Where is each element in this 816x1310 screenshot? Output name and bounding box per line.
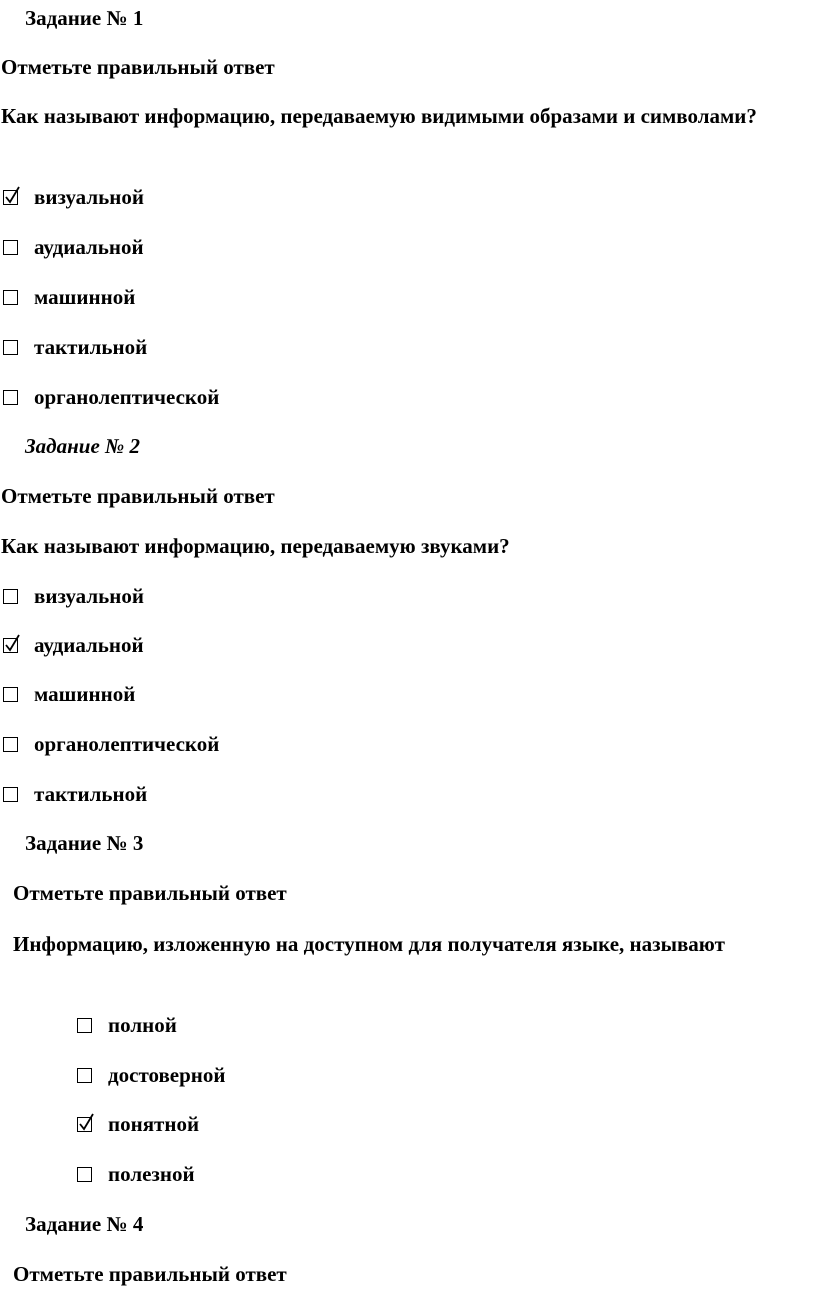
checkbox-icon[interactable] bbox=[77, 1167, 92, 1182]
answer-option[interactable] bbox=[3, 185, 144, 209]
checkbox-checked-icon[interactable] bbox=[3, 190, 18, 205]
checkbox-icon[interactable] bbox=[77, 1018, 92, 1033]
task-instruction: Отметьте правильный ответ bbox=[1, 484, 275, 508]
answer-option[interactable] bbox=[77, 1013, 177, 1037]
option-label: понятной bbox=[108, 1111, 200, 1136]
task-title: Задание № 1 bbox=[25, 6, 144, 30]
option-label: машинной bbox=[34, 681, 136, 706]
answer-option[interactable] bbox=[77, 1063, 226, 1087]
answer-option[interactable] bbox=[3, 235, 144, 259]
answer-option[interactable] bbox=[3, 335, 147, 359]
option-label: полезной bbox=[108, 1161, 195, 1186]
option-label: визуальной bbox=[34, 583, 144, 608]
option-label: полной bbox=[108, 1012, 177, 1037]
option-label: тактильной bbox=[34, 334, 148, 359]
option-label: органолептической bbox=[34, 384, 220, 409]
checkbox-icon[interactable] bbox=[3, 787, 18, 802]
answer-option[interactable] bbox=[3, 682, 135, 706]
checkbox-icon[interactable] bbox=[3, 737, 18, 752]
checkbox-checked-icon[interactable] bbox=[3, 638, 18, 653]
task-question: Как называют информацию, передаваемую звуками? bbox=[1, 534, 510, 558]
task-title: Задание № 4 bbox=[25, 1212, 144, 1236]
option-label: аудиальной bbox=[34, 234, 144, 259]
task-question: Как называют информацию, передаваемую видимыми образами и символами? bbox=[1, 104, 757, 128]
task-instruction: Отметьте правильный ответ bbox=[13, 881, 287, 905]
task-instruction: Отметьте правильный ответ bbox=[13, 1262, 287, 1286]
answer-option[interactable] bbox=[3, 385, 219, 409]
checkbox-icon[interactable] bbox=[77, 1068, 92, 1083]
option-label: достоверной bbox=[108, 1062, 226, 1087]
option-label: визуальной bbox=[34, 184, 144, 209]
checkbox-icon[interactable] bbox=[3, 340, 18, 355]
answer-option[interactable] bbox=[3, 285, 135, 309]
answer-option[interactable] bbox=[3, 584, 144, 608]
checkbox-icon[interactable] bbox=[3, 589, 18, 604]
option-label: машинной bbox=[34, 284, 136, 309]
option-label: тактильной bbox=[34, 781, 148, 806]
checkbox-icon[interactable] bbox=[3, 687, 18, 702]
checkbox-icon[interactable] bbox=[3, 290, 18, 305]
answer-option[interactable] bbox=[77, 1162, 195, 1186]
option-label: органолептической bbox=[34, 731, 220, 756]
option-label: аудиальной bbox=[34, 632, 144, 657]
task-instruction: Отметьте правильный ответ bbox=[1, 55, 275, 79]
checkbox-icon[interactable] bbox=[3, 390, 18, 405]
task-question: Информацию, изложенную на доступном для получателя языке, называют bbox=[13, 932, 725, 956]
task-title: Задание № 3 bbox=[25, 831, 144, 855]
answer-option[interactable] bbox=[77, 1112, 199, 1136]
task-title: Задание № 2 bbox=[25, 434, 140, 458]
checkbox-icon[interactable] bbox=[3, 240, 18, 255]
answer-option[interactable] bbox=[3, 633, 144, 657]
checkbox-checked-icon[interactable] bbox=[77, 1117, 92, 1132]
answer-option[interactable] bbox=[3, 732, 219, 756]
answer-option[interactable] bbox=[3, 782, 147, 806]
